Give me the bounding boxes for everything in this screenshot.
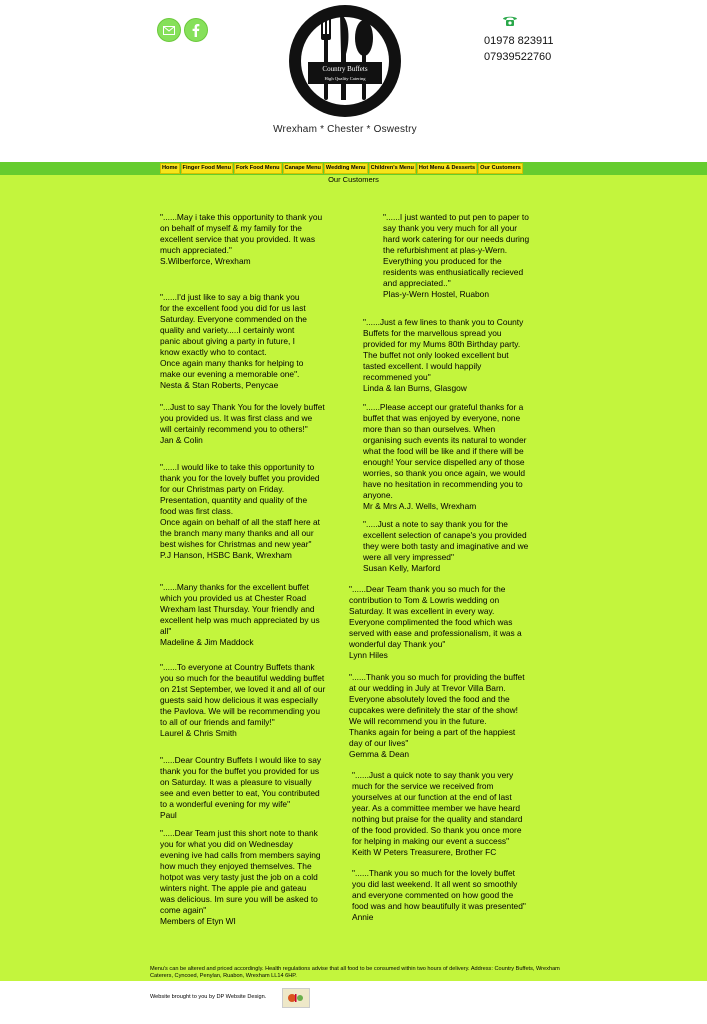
testimonial: "......Thank you so much for the lovely buffet you did last weekend. It all went so smoothly and everyone commented on how good the food was and how beautifully it was presented" Annie bbox=[352, 868, 526, 922]
testimonial: "......Thank you so much for providing the buffet at our wedding in July at Trevor Villa Barn. Everyone absolutely loved the food and the cupcakes were definitely the star of the show! We will recommend you in the future. Thanks again for being a part of the happiest day of our lives" Gemma & Dean bbox=[349, 672, 525, 759]
page-title: Our Customers bbox=[328, 175, 379, 184]
testimonial: "......I would like to take this opportunity to thank you for the lovely buffet you provided for our Christmas party on Friday. Presentation, quantity and quality of the food was first class. Once again on behalf of all the staff here at the branch many many thanks and all our best wishes for Christmas and new year" P.J Hanson, HSBC Bank, Wrexham bbox=[160, 462, 321, 560]
nav-hot-menu-desserts[interactable]: Hot Menu & Desserts bbox=[417, 163, 477, 174]
testimonial: "......Just a few lines to thank you to County Buffets for the marvellous spread you provided for my Mums 80th Birthday party. The buffet not only looked excellent but tasted excellent. I would happily recommened you" Linda & Ian Burns, Glasgow bbox=[363, 317, 524, 393]
testimonial: "......To everyone at Country Buffets thank you so much for the beautiful wedding buffet on 21st September, we loved it and all of our guests said how delicious it was especially the Pavlova. We will be recommending you to all of our friends and family!" Laurel & Chris Smith bbox=[160, 662, 326, 738]
testimonial: "......Many thanks for the excellent buffet which you provided us at Chester Road Wrexham last Thursday. Your friendly and excellent help was much appreciated by us all" Madeline & Jim Maddock bbox=[160, 582, 320, 647]
nav-home[interactable]: Home bbox=[160, 163, 180, 174]
footnote: Menu's can be altered and priced accordingly. Health regulations advise that all food to be consumed within two hours of delivery. Address: Country Buffets, Wrexham Caterers, Cyncoed, Penylan, Ruabon, Wrexham LL14 6HP. bbox=[150, 966, 560, 979]
phone-icon bbox=[502, 15, 518, 27]
testimonial: ".....Dear Country Buffets I would like to say thank you for the buffet you provided for us on Saturday. It was a pleasure to visually see and even better to eat, You contributed to a wonderful evening for my wife" Paul bbox=[160, 755, 322, 820]
nav-wedding-menu[interactable]: Wedding Menu bbox=[324, 163, 368, 174]
testimonial: "......I just wanted to put pen to paper to say thank you very much for all your hard work catering for our needs during the refurbishment at plas-y-Wern. Everything you produced for the residents was enthusiatically recieved and appreciated.." Plas-y-Wern Hostel, Ruabon bbox=[383, 212, 530, 299]
logo-line2: High Quality Catering bbox=[324, 76, 366, 81]
nav-finger-food-menu[interactable]: Finger Food Menu bbox=[181, 163, 233, 174]
towns-list: Wrexham * Chester * Oswestry bbox=[273, 124, 417, 135]
testimonial: ".....Just a note to say thank you for the excellent selection of canape's you provided they were both tasty and imaginative and we were all very impressed" Susan Kelly, Marford bbox=[363, 519, 529, 573]
testimonial: "......I'd just like to say a big thank you for the excellent food you did for us last Saturday. Everyone commended on the quality and variety.....I certainly wont panic about giving a party in future, I know exactly who to contact. Once again many thanks for helping to make our evening a memorable one". Nesta & Stan Roberts, Penycae bbox=[160, 292, 307, 390]
email-icon[interactable] bbox=[157, 18, 181, 42]
nav-canape-menu[interactable]: Canape Menu bbox=[283, 163, 323, 174]
logo[interactable] bbox=[288, 4, 402, 118]
nav-childrens-menu[interactable]: Children's Menu bbox=[369, 163, 416, 174]
nav-our-customers[interactable]: Our Customers bbox=[478, 163, 523, 174]
facebook-icon[interactable] bbox=[184, 18, 208, 42]
site-footer bbox=[0, 981, 707, 1024]
phone-number-2[interactable]: 07939522760 bbox=[484, 51, 552, 63]
testimonial: "......May i take this opportunity to thank you on behalf of myself & my family for the excellent service that you provided. It was much appreciated." S.Wilberforce, Wrexham bbox=[160, 212, 323, 266]
testimonial: "...Just to say Thank You for the lovely buffet you provided us. It was first class and we will certainly recommend you to others!" Jan & Colin bbox=[160, 402, 325, 445]
website-credit[interactable]: Website brought to you by DP Website Design. bbox=[150, 994, 267, 1000]
content-area bbox=[0, 175, 707, 981]
phone-number-1[interactable]: 01978 823911 bbox=[484, 35, 554, 47]
nav-fork-food-menu[interactable]: Fork Food Menu bbox=[234, 163, 282, 174]
logo-line1: Country Buffets bbox=[322, 65, 368, 73]
testimonial: ".....Dear Team just this short note to thank you for what you did on Wednesday evening ive had calls from members saying how much they enjoyed themselves. The hotpot was very tasty just the job on a cold winters night. The apple pie and gateau was delicious. Im sure you will be asked to come again" Members of Etyn WI bbox=[160, 828, 321, 926]
testimonial: "......Just a quick note to say thank you very much for the service we received from yourselves at our function at the end of last year. As a committee member we have heard nothing but praise for the quality and standard of the food provided. So thank you once more for helping in making our event a success" Keith W Peters Treasurere, Brother FC bbox=[352, 770, 523, 857]
designer-logo[interactable] bbox=[282, 988, 310, 1008]
main-nav bbox=[160, 163, 523, 174]
testimonial: "......Please accept our grateful thanks for a buffet that was enjoyed by everyone, none more than so than ourselves. When organising such events its natural to wonder what the food will be like and if there will be enough! Your service dispelled any of those worries, so thank you once again, we would have no hesitation in recommending you to anyone. Mr & Mrs A.J. Wells, Wrexham bbox=[363, 402, 527, 511]
testimonial: "......Dear Team thank you so much for the contribution to Tom & Lowris wedding on Saturday. It was excellent in every way. Everyone complimented the food which was served with ease and professionalism, it was a wonderful day Thank you" Lynn Hiles bbox=[349, 584, 522, 660]
